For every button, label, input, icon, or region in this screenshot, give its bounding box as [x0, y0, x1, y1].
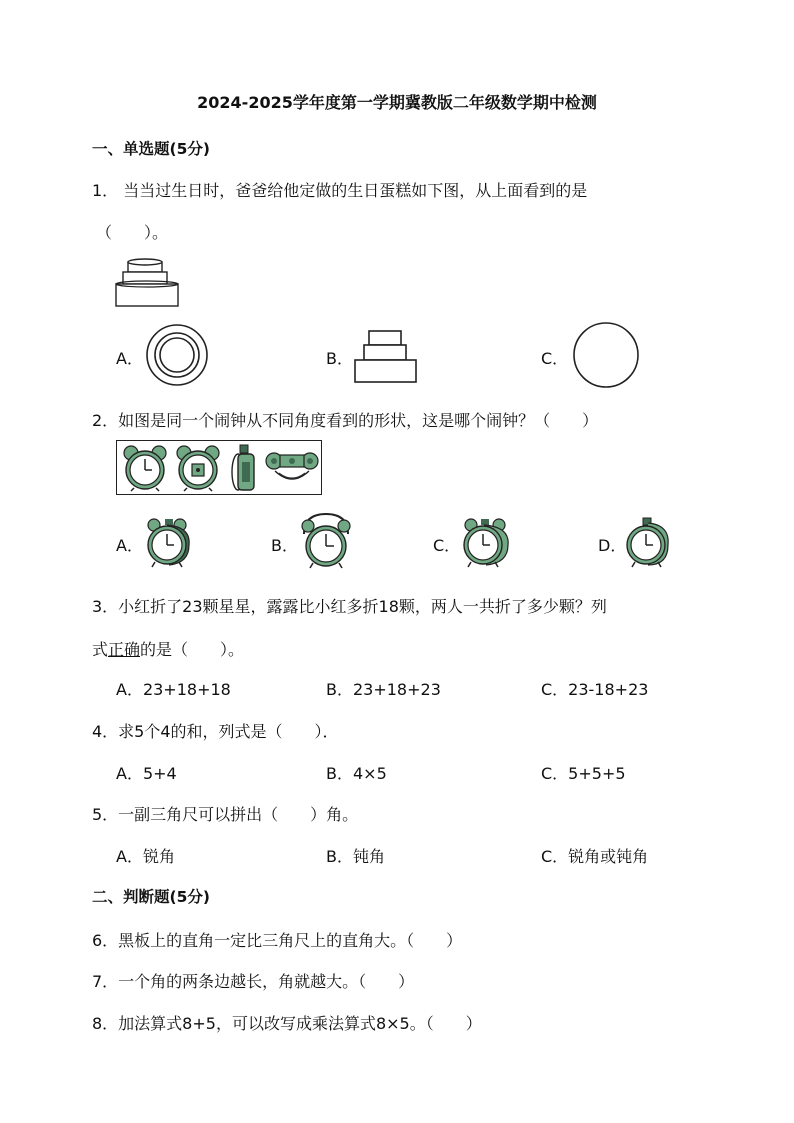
clock-front-view-icon [121, 444, 169, 492]
question-1-text: 1． 当当过生日时，爸爸给他定做的生日蛋糕如下图，从上面看到的是 [92, 181, 588, 200]
section-heading-true-false: 二、判断题(5分) [92, 888, 210, 906]
q2-option-c-clock-icon [462, 517, 512, 569]
question-3-line-2 [92, 637, 244, 660]
question-3-text: 3．小红折了23颗星星，露露比小红多折18颗，两人一共折了多少颗？列 [92, 597, 607, 616]
q2-option-b-clock-icon [298, 512, 354, 570]
cake-figure [114, 258, 180, 310]
clock-top-view-icon [265, 449, 319, 489]
alarm-clock-views-strip [116, 440, 322, 495]
question-8-text: 8．加法算式8+5，可以改写成乘法算式8×5。（ ） [92, 1014, 482, 1033]
q4-option-a[interactable]: A．5+4 [116, 764, 177, 783]
q2-option-b-label[interactable]: B． [271, 536, 298, 555]
q5-option-a[interactable]: A．锐角 [116, 847, 175, 866]
question-4-text: 4．求5个4的和，列式是（ ）． [92, 722, 339, 741]
q2-option-d-label[interactable]: D． [598, 536, 627, 555]
q1-option-a-label[interactable]: A． [116, 349, 143, 368]
q1-option-b-stacked-rectangles [354, 330, 418, 384]
q3-line2-post: 的是（ ）。 [140, 640, 245, 659]
q5-option-b[interactable]: B．钝角 [326, 847, 385, 866]
q5-option-c[interactable]: C．锐角或钝角 [541, 847, 649, 866]
section-heading-single-choice: 一、单选题(5分) [92, 140, 210, 158]
page-title: 2024-2025学年度第一学期冀教版二年级数学期中检测 [197, 93, 597, 112]
question-6-text: 6．黑板上的直角一定比三角尺上的直角大。（ ） [92, 931, 463, 950]
q4-option-c[interactable]: C．5+5+5 [541, 764, 626, 783]
clock-back-view-icon [174, 444, 222, 492]
q1-option-c-circle [572, 323, 642, 387]
q3-line2-underlined: 正确 [108, 640, 141, 659]
question-7-text: 7．一个角的两条边越长，角就越大。（ ） [92, 972, 415, 991]
q3-option-c[interactable]: C．23-18+23 [541, 680, 649, 699]
q2-option-a-clock-icon [145, 517, 193, 569]
q1-option-b-label[interactable]: B． [326, 349, 353, 368]
q3-option-b[interactable]: B．23+18+23 [326, 680, 441, 699]
q1-option-c-label[interactable]: C． [541, 349, 569, 368]
q4-option-b[interactable]: B．4×5 [326, 764, 387, 783]
question-2-text: 2．如图是同一个闹钟从不同角度看到的形状，这是哪个闹钟？（ ） [92, 411, 599, 430]
q2-option-c-label[interactable]: C． [433, 536, 461, 555]
question-1-blank: （ ）。 [96, 223, 169, 242]
q2-option-d-clock-icon [626, 517, 672, 569]
q1-option-a-concentric-circles [145, 323, 209, 387]
question-5-text: 5．一副三角尺可以拼出（ ）角。 [92, 805, 359, 824]
q3-option-a[interactable]: A．23+18+18 [116, 680, 231, 699]
q3-line2-pre: 式 [92, 640, 109, 659]
clock-side-view-icon [230, 444, 258, 492]
q2-option-a-label[interactable]: A． [116, 536, 143, 555]
